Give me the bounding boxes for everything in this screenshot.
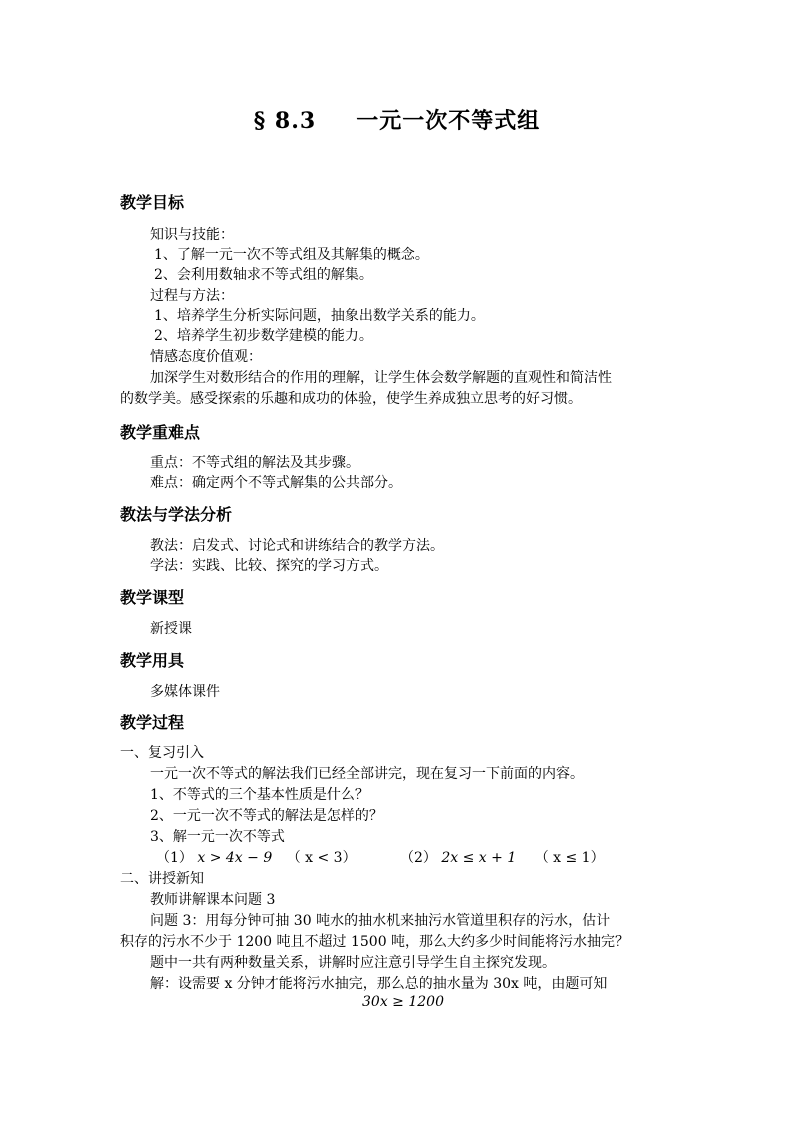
teaching-tools: 多媒体课件	[150, 684, 220, 700]
question-2: 2、一元一次不等式的解法是怎样的？	[150, 808, 383, 824]
part-review: 一、复习引入	[120, 745, 204, 761]
teaching-method: 教法：启发式、讨论式和讲练结合的教学方法。	[150, 538, 444, 554]
emotion-line-1: 加深学生对数形结合的作用的理解，让学生体会数学解题的直观性和简洁性	[150, 370, 612, 386]
exercise-1-expression: x > 4x − 9	[197, 850, 273, 866]
knowledge-item-2: 2、会利用数轴求不等式组的解集。	[154, 267, 373, 283]
emotion-line-2: 的数学美。感受探索的乐趣和成功的体验，使学生养成独立思考的好习惯。	[120, 391, 582, 407]
process-item-2: 2、培养学生初步数学建模的能力。	[154, 328, 373, 344]
key-point: 重点：不等式组的解法及其步骤。	[150, 455, 360, 471]
title-text: 一元一次不等式组	[356, 108, 541, 134]
exercise-2	[400, 847, 605, 867]
heading-lesson-type: 教学课型	[120, 588, 185, 607]
heading-key-points: 教学重难点	[120, 423, 201, 442]
question-3: 3、解一元一次不等式	[150, 829, 285, 845]
process-label: 过程与方法：	[150, 288, 234, 304]
part-new-knowledge: 二、讲授新知	[120, 871, 204, 887]
exercise-2-expression: 2x ≤ x + 1	[441, 850, 517, 866]
exercise-1-answer: （ x < 3）	[286, 850, 357, 866]
exercise-1	[156, 847, 357, 867]
problem-line-1: 问题 3：用每分钟可抽 30 吨水的抽水机来抽污水管道里积存的污水，估计	[150, 913, 611, 929]
difficult-point: 难点：确定两个不等式解集的公共部分。	[150, 475, 402, 491]
learning-method: 学法：实践、比较、探究的学习方式。	[150, 558, 388, 574]
emotion-label: 情感态度价值观：	[150, 349, 262, 365]
section-number: § 8.3	[253, 108, 317, 134]
heading-methods: 教法与学法分析	[120, 505, 233, 524]
knowledge-label: 知识与技能：	[150, 227, 234, 243]
heading-objectives: 教学目标	[120, 193, 185, 212]
exercise-2-answer: （ x ≤ 1）	[534, 850, 605, 866]
question-1: 1、不等式的三个基本性质是什么？	[150, 787, 369, 803]
heading-process: 教学过程	[120, 713, 185, 732]
problem-line-2: 积存的污水不少于 1200 吨且不超过 1500 吨，那么大约多少时间能将污水抽完？	[120, 934, 630, 950]
exercise-1-label: （1）	[156, 850, 193, 866]
exercise-2-label: （2）	[400, 850, 437, 866]
process-item-1: 1、培养学生分析实际问题，抽象出数学关系的能力。	[154, 308, 485, 324]
review-intro: 一元一次不等式的解法我们已经全部讲完，现在复习一下前面的内容。	[150, 766, 584, 782]
solution-line: 解：设需要 x 分钟才能将污水抽完，那么总的抽水量为 30x 吨，由题可知	[150, 976, 608, 992]
lesson-type: 新授课	[150, 621, 192, 637]
page-title	[0, 104, 794, 135]
teacher-explains: 教师讲解课本问题 3	[150, 892, 276, 908]
relation-note: 题中一共有两种数量关系，讲解时应注意引导学生自主探究发现。	[150, 955, 556, 971]
inequality-1: 30x ≥ 1200	[362, 994, 444, 1010]
knowledge-item-1: 1、了解一元一次不等式组及其解集的概念。	[154, 247, 429, 263]
heading-tools: 教学用具	[120, 651, 185, 670]
